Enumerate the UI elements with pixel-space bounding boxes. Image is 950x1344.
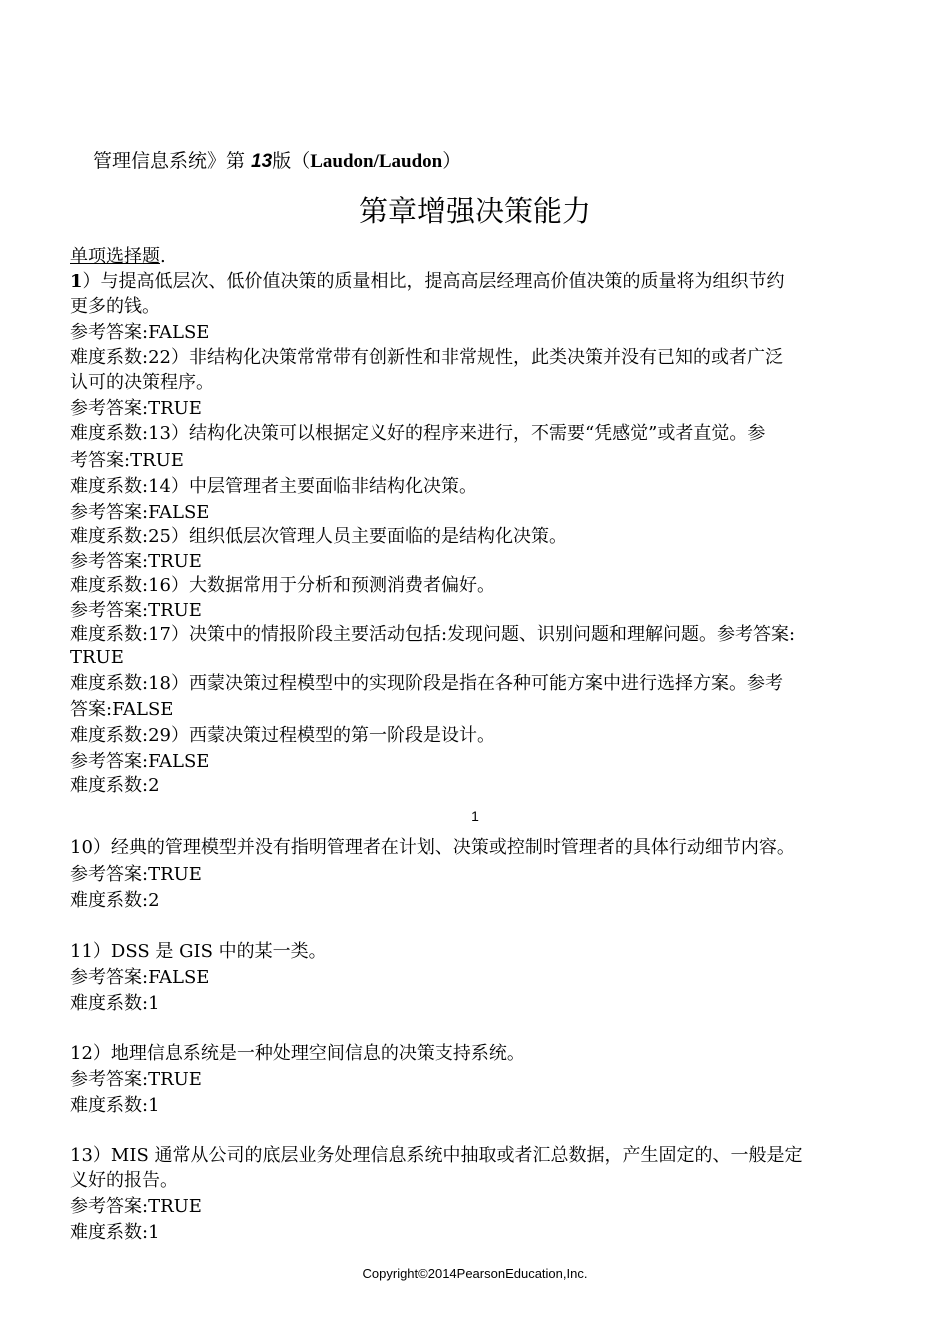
line-text: ）与提高低层次、低价值决策的质量相比，提高高层经理高价值决策的质量将为组织节约 [82,271,785,292]
answer-line [70,1195,202,1219]
line-text: 难度系数:17）决策中的情报阶段主要活动包括:发现问题、识别问题和理解问题。参考答案: [70,624,796,645]
line-text: 难度系数:18）西蒙决策过程模型中的实现阶段是指在各种可能方案中进行选择方案。参考 [70,673,783,694]
line-text: 参考答案:FALSE [70,967,210,988]
line-text: 10）经典的管理模型并没有指明管理者在计划、决策或控制时管理者的具体行动细节内容。 [70,837,795,858]
answer-line [70,321,209,345]
difficulty-line [70,774,160,798]
question-line [70,623,795,647]
question-line [70,672,783,696]
answer-line [70,1068,202,1092]
line-text: 参考答案:FALSE [70,502,210,523]
question-line [70,475,477,499]
page-number: 1 [471,808,479,824]
answer-line [70,863,202,887]
answer-line [70,966,209,990]
difficulty-line [70,1094,160,1118]
line-text: 参考答案:TRUE [70,1196,202,1217]
answer-line [70,397,202,421]
difficulty-line [70,889,160,913]
line-text: 难度系数:2 [70,775,160,796]
header-edition-number: 13 [251,151,273,172]
question-line [70,295,160,319]
section-dot: . [160,246,166,267]
line-text: 难度系数:16）大数据常用于分析和预测消费者偏好。 [70,575,495,596]
line-text: 13）MIS 通常从公司的底层业务处理信息系统中抽取或者汇总数据，产生固定的、一般是定 [70,1145,803,1166]
line-text: 参考答案:TRUE [70,551,202,572]
question-line [70,525,567,549]
copyright-footer: Copyright©2014PearsonEducation,Inc. [362,1266,588,1281]
question-line [70,574,495,598]
question-number: 1 [70,271,83,292]
answer-line [70,698,173,722]
document-header [93,148,461,175]
line-text: 参考答案:FALSE [70,751,210,772]
answer-line [70,449,184,473]
question-line [70,371,214,395]
line-text: 难度系数:2 [70,890,160,911]
line-text: 义好的报告。 [70,1170,178,1191]
line-text: TRUE [70,647,124,668]
answer-line [70,750,209,774]
line-text: 参考答案:TRUE [70,864,202,885]
difficulty-line [70,992,160,1016]
question-line [70,1042,525,1066]
line-text: 参考答案:FALSE [70,322,210,343]
line-text: 难度系数:1 [70,993,160,1014]
line-text: 难度系数:13）结构化决策可以根据定义好的程序来进行，不需要“凭感觉”或者直觉。参 [70,423,766,444]
section-label: 单项选择题 [70,246,160,267]
header-close: ） [442,150,462,172]
answer-line [70,599,202,623]
answer-line [70,550,202,574]
line-text: 参考答案:TRUE [70,398,202,419]
question-line [70,1169,178,1193]
line-text: 认可的决策程序。 [70,372,214,393]
line-text: 难度系数:1 [70,1222,160,1243]
line-text: 考答案:TRUE [70,450,184,471]
header-authors: Laudon/Laudon [310,151,443,172]
line-text: 难度系数:25）组织低层次管理人员主要面临的是结构化决策。 [70,526,567,547]
header-prefix: 管理信息系统》第 [93,150,252,172]
answer-line [70,501,209,525]
chapter-title: 第章增强决策能力 [358,194,591,228]
question-line [70,1144,803,1168]
question-line [70,836,795,860]
line-text: 答案:FALSE [70,699,174,720]
line-text: 11）DSS 是 GIS 中的某一类。 [70,941,327,962]
line-text: 难度系数:29）西蒙决策过程模型的第一阶段是设计。 [70,725,495,746]
question-line [70,346,783,370]
line-text: 难度系数:1 [70,1095,160,1116]
line-text: 难度系数:14）中层管理者主要面临非结构化决策。 [70,476,477,497]
section-heading [70,245,166,269]
line-text: 12）地理信息系统是一种处理空间信息的决策支持系统。 [70,1043,525,1064]
header-suffix: 版（ [272,150,311,172]
answer-line [70,646,124,670]
question-line [70,940,327,964]
difficulty-line [70,1221,160,1245]
question-line [70,422,765,446]
line-text: 难度系数:22）非结构化决策常常带有创新性和非常规性，此类决策并没有已知的或者广泛 [70,347,783,368]
question-line [70,270,785,294]
line-text: 更多的钱。 [70,296,160,317]
line-text: 参考答案:TRUE [70,1069,202,1090]
question-line [70,724,495,748]
line-text: 参考答案:TRUE [70,600,202,621]
